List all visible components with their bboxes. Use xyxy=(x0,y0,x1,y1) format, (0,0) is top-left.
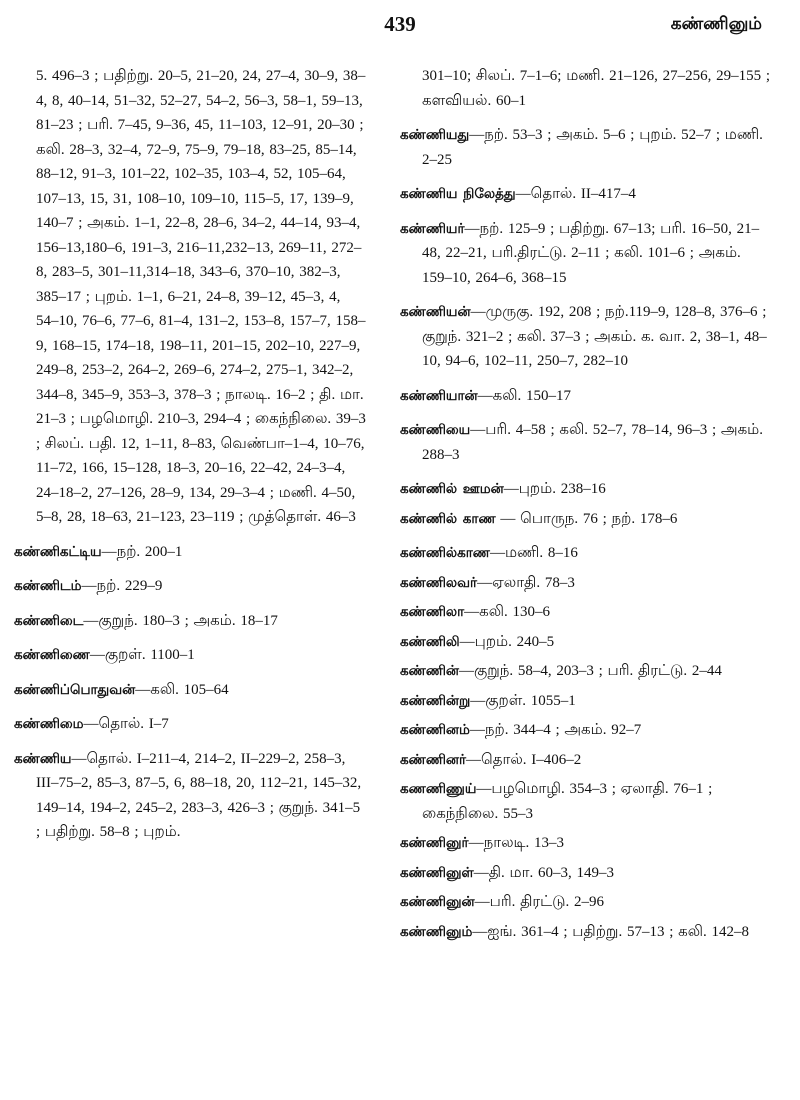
entry-references: —கலி. 105–64 xyxy=(135,681,229,698)
entry-headword: கண்ணினர் xyxy=(400,751,467,768)
left-column xyxy=(14,64,366,855)
index-entry xyxy=(400,507,770,532)
entry-references: —தி. மா. 60–3, 149–3 xyxy=(473,864,614,881)
entry-references: —கலி. 130–6 xyxy=(464,604,551,620)
entry-headword: கண்ணிய நிலேத்து xyxy=(400,186,516,202)
entry-headword: கண்ணினம் xyxy=(400,722,470,738)
entry-headword: கண்ணிலவர் xyxy=(400,574,478,591)
index-entry xyxy=(400,64,770,113)
entry-headword: கண்ணியான் xyxy=(400,387,478,404)
entry-references: —ஏலாதி. 78–3 xyxy=(477,574,575,591)
entry-references: —புறம். 240–5 xyxy=(459,633,555,650)
entry-references: —குறுந். 58–4, 203–3 ; பரி. திரட்டு. 2–44 xyxy=(458,663,722,679)
entry-references: —பரி. 4–58 ; கலி. 52–7, 78–14, 96–3 ; அகம். 288–3 xyxy=(422,422,764,463)
index-entry xyxy=(400,689,770,714)
running-head: கண்ணினும் xyxy=(670,14,762,34)
entry-references: —மணி. 8–16 xyxy=(489,545,578,561)
entry-headword: கண்ணில் காண xyxy=(400,510,496,527)
index-entry xyxy=(400,718,770,743)
index-entry xyxy=(14,574,366,599)
entry-references: —குறள். 1055–1 xyxy=(470,692,576,709)
entry-headword: கண்ணினுன் xyxy=(400,894,475,910)
index-entry xyxy=(400,384,770,409)
entry-references: —தொல். I–406–2 xyxy=(466,751,582,768)
index-entry xyxy=(14,609,366,634)
entry-headword: கண்ணியது xyxy=(400,127,470,143)
entry-headword: கண்ணிணை xyxy=(14,647,90,663)
entry-headword: கண்ணியை xyxy=(400,422,471,438)
entry-references: —தொல். I–211–4, 214–2, II–229–2, 258–3, III–75–2, 85–3, 87–5, 6, 88–18, 20, 112–21, 145–32, 149–14, 194–2, 245–2, 283–3, 426–3 ; குறுந். 341–5 ; பதிற்று. 58–8 ; புறம். xyxy=(36,750,362,840)
index-entry xyxy=(400,418,770,467)
entry-headword: கண்ணிப்பொதுவன் xyxy=(14,681,136,698)
entry-references: —ஐங். 361–4 ; பதிற்று. 57–13 ; கலி. 142–8 xyxy=(472,923,750,940)
entry-headword: கண்ணிமை xyxy=(14,716,84,732)
right-column xyxy=(400,64,770,949)
entry-headword: கண்ணிலி xyxy=(400,633,460,650)
index-entry xyxy=(14,747,366,845)
index-entry xyxy=(400,182,770,207)
entry-references: —கலி. 150–17 xyxy=(477,387,571,404)
entry-references: —தொல். II–417–4 xyxy=(515,186,636,202)
entry-references: —தொல். I–7 xyxy=(83,716,169,732)
entry-references: —நற். 229–9 xyxy=(81,578,163,594)
entry-references: —நற். 344–4 ; அகம். 92–7 xyxy=(469,722,642,738)
index-entry xyxy=(400,123,770,172)
index-entry xyxy=(14,540,366,565)
entry-headword: கண்ணின் xyxy=(400,663,459,679)
entry-references: —நாலடி. 13–3 xyxy=(468,835,564,851)
entry-headword: கண்ணினுள் xyxy=(400,864,474,881)
index-entry xyxy=(400,217,770,291)
entry-references: 301–10; சிலப். 7–1–6; மணி. 21–126, 27–256, 29–155 ; களவியல். 60–1 xyxy=(422,68,770,109)
entry-references: —முருகு. 192, 208 ; நற்.119–9, 128–8, 376–6 ; குறுந். 321–2 ; கலி. 37–3 ; அகம். க. வா. 2, 38–1, 48–10, 94–6, 102–11, 250–7, 282–10 xyxy=(422,304,767,369)
entry-references: —பழமொழி. 354–3 ; ஏலாதி. 76–1 ; கைந்நிலை. 55–3 xyxy=(422,781,713,822)
index-entry xyxy=(400,861,770,886)
entry-headword: கண்ணிகட்டிய xyxy=(14,543,102,560)
entry-references: —நற். 125–9 ; பதிற்று. 67–13; பரி. 16–50, 21–48, 22–21, பரி.திரட்டு. 2–11 ; கலி. 101–6 ; அகம். 159–10, 264–6, 368–15 xyxy=(422,220,760,286)
entry-references: —குறள். 1100–1 xyxy=(89,647,195,663)
index-entry xyxy=(14,678,366,703)
entry-headword: கண்ணில்காண xyxy=(400,545,490,561)
entry-headword: கண்ணியன் xyxy=(400,304,471,320)
index-entry xyxy=(400,300,770,374)
entry-headword: கண்ணினுர் xyxy=(400,835,469,851)
index-entry xyxy=(400,659,770,684)
entry-headword: கண்ணிடம் xyxy=(14,578,82,594)
entry-headword: கண்ணிய xyxy=(14,750,72,767)
entry-references: —குறுந். 180–3 ; அகம். 18–17 xyxy=(83,612,278,629)
entry-headword: கண்ணியர் xyxy=(400,220,465,237)
entry-references: — பொருந. 76 ; நற். 178–6 xyxy=(495,510,678,527)
entry-headword: கண்ணினும் xyxy=(400,923,473,940)
index-entry xyxy=(14,643,366,668)
entry-headword: கண்ணிடை xyxy=(14,612,84,629)
index-entry xyxy=(400,630,770,655)
index-entry xyxy=(400,477,770,502)
index-entry xyxy=(14,712,366,737)
index-entry xyxy=(400,748,770,773)
entry-headword: கண்ணின்று xyxy=(400,692,471,709)
page-number: 439 xyxy=(384,12,416,36)
entry-headword: கண்ணிலா xyxy=(400,604,465,620)
index-entry xyxy=(400,600,770,625)
index-entry xyxy=(400,920,770,945)
entry-headword: கண்ணில் ஊமன் xyxy=(400,481,504,497)
entry-references: —பரி. திரட்டு. 2–96 xyxy=(474,894,604,910)
entry-references: —நற். 200–1 xyxy=(101,543,183,560)
entry-references: —புறம். 238–16 xyxy=(503,481,606,497)
index-entry xyxy=(400,890,770,915)
index-entry xyxy=(400,831,770,856)
index-entry xyxy=(14,64,366,530)
index-entry xyxy=(400,777,770,826)
index-entry xyxy=(400,541,770,566)
entry-headword: கணணிணுய் xyxy=(400,781,477,797)
index-entry xyxy=(400,571,770,596)
entry-references: —நற். 53–3 ; அகம். 5–6 ; புறம். 52–7 ; மணி. 2–25 xyxy=(422,127,763,168)
entry-references: 5. 496–3 ; பதிற்று. 20–5, 21–20, 24, 27–4, 30–9, 38–4, 8, 40–14, 51–32, 52–27, 54–2, 56–3, 58–1, 59–13, 81–23 ; பரி. 7–45, 9–36, 45, 11–103, 12–91, 20–30 ; கலி. 28–3, 32–4, 72–9, 75–9, 79–18, 83–25, 85–14, 88–12, 91–3, 101–22, 102–35, 103–4, 52, 105–64, 107–13, 15, 31, 108–10, 109–10, 115–5, 17, 139–9, 140–7 ; அகம். 1–1, 22–8, 28–6, 34–2, 44–14, 93–4, 156–13,180–6, 191–3, 216–11,232–13, 269–11, 272–8, 283–5, 301–11,314–18, 343–6, 370–10, 382–3, 385–17 ; புறம். 1–1, 6–21, 24–8, 39–12, 45–3, 4, 54–10, 76–6, 77–6, 81–4, 131–2, 153–8, 157–7, 158–9, 168–15, 174–18, 198–11, 201–15, 202–10, 227–9, 249–8, 253–2, 264–2, 269–6, 274–2, 275–1, 342–2, 344–8, 345–9, 353–3, 378–3 ; நாலடி. 16–2 ; தி. மா. 21–3 ; பழமொழி. 210–3, 294–4 ; கைந்நிலை. 39–3 ; சிலப். பதி. 12, 1–11, 8–83, வெண்பா–1–4, 10–76, 11–72, 166, 15–128, 18–3, 20–16, 22–42, 24–3–4, 24–18–2, 27–126, 28–9, 134, 29–3–4 ; மணி. 4–50, 5–8, 28, 18–63, 21–123, 23–119 ; முத்தொள். 46–3 xyxy=(36,68,366,525)
